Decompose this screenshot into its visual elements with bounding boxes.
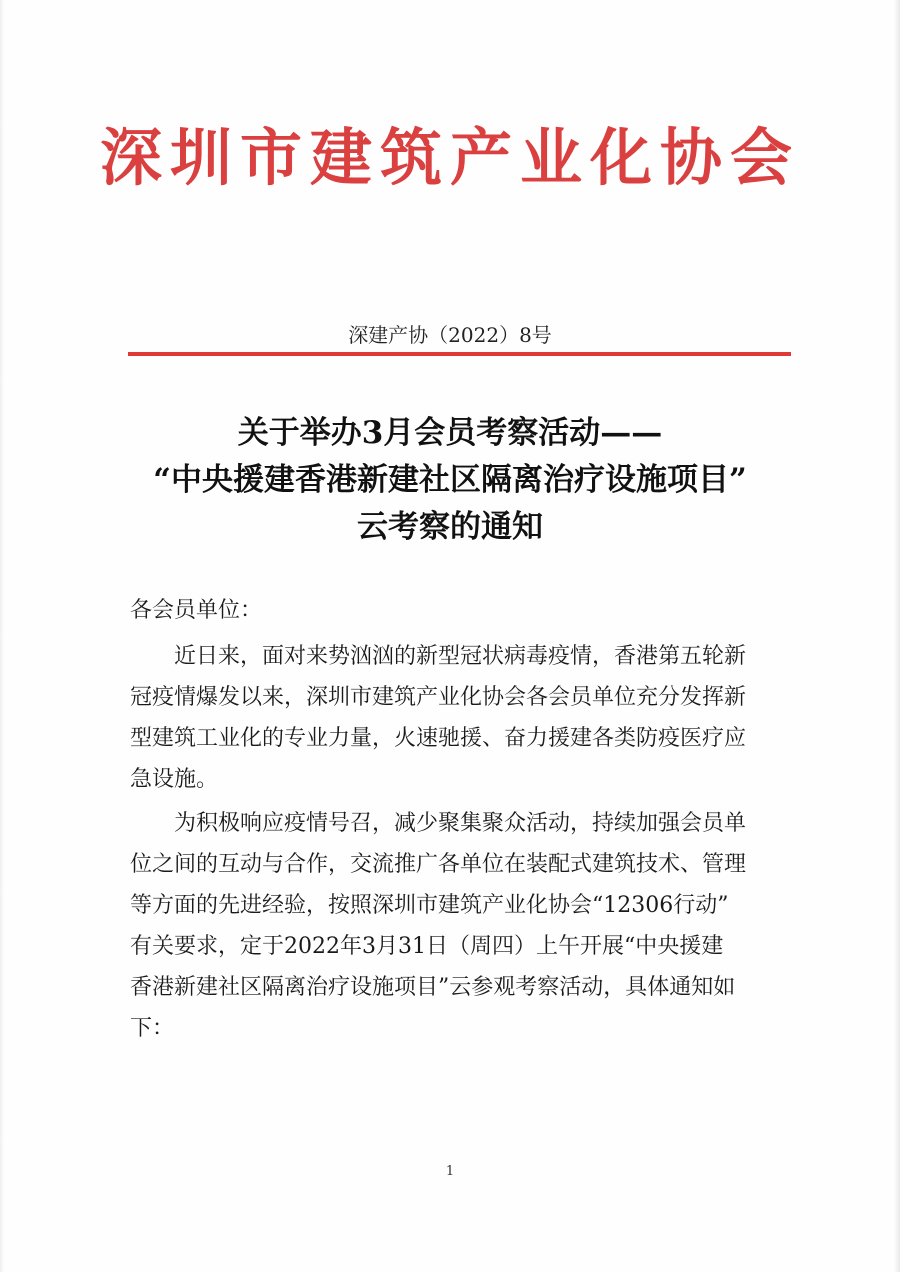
page-number: 1 [445,1164,455,1179]
notice-title [0,410,900,551]
organization-name-header: 深圳市建筑产业化协会 [99,121,800,194]
paragraph-2-line: 位之间的互动与合作，交流推广各单位在装配式建筑技术、管理 [130,852,747,877]
salutation: 各会员单位： [130,598,263,623]
title-line-2: “中央援建香港新建社区隔离治疗设施项目” [153,462,747,498]
paragraph-1 [130,636,796,800]
paragraph-2-line: 为积极响应疫情号召，减少聚集聚众活动，持续加强会员单 [174,811,747,836]
paragraph-2-line: 香港新建社区隔离治疗设施项目”云参观考察活动，具体通知如 [130,975,736,1000]
document-number: 深建产协（2022）8号 [348,323,552,347]
paragraph-1-line: 近日来，面对来势汹汹的新型冠状病毒疫情，香港第五轮新 [174,644,747,669]
paragraph-2 [130,803,796,1049]
title-line-1: 关于举办3月会员考察活动—— [237,415,663,451]
paragraph-1-line: 冠疫情爆发以来，深圳市建筑产业化协会各会员单位充分发挥新 [130,685,747,710]
paragraph-2-line: 下： [130,1016,175,1041]
paragraph-2-line: 有关要求，定于2022年3月31日（周四）上午开展“中央援建 [130,934,724,959]
paragraph-2-line: 等方面的先进经验，按照深圳市建筑产业化协会“12306行动” [130,893,729,918]
title-line-3: 云考察的通知 [357,509,543,545]
paragraph-1-line: 型建筑工业化的专业力量，火速驰援、奋力援建各类防疫医疗应 [130,726,747,751]
red-divider-rule [128,352,791,356]
paragraph-1-line: 急设施。 [130,767,219,792]
